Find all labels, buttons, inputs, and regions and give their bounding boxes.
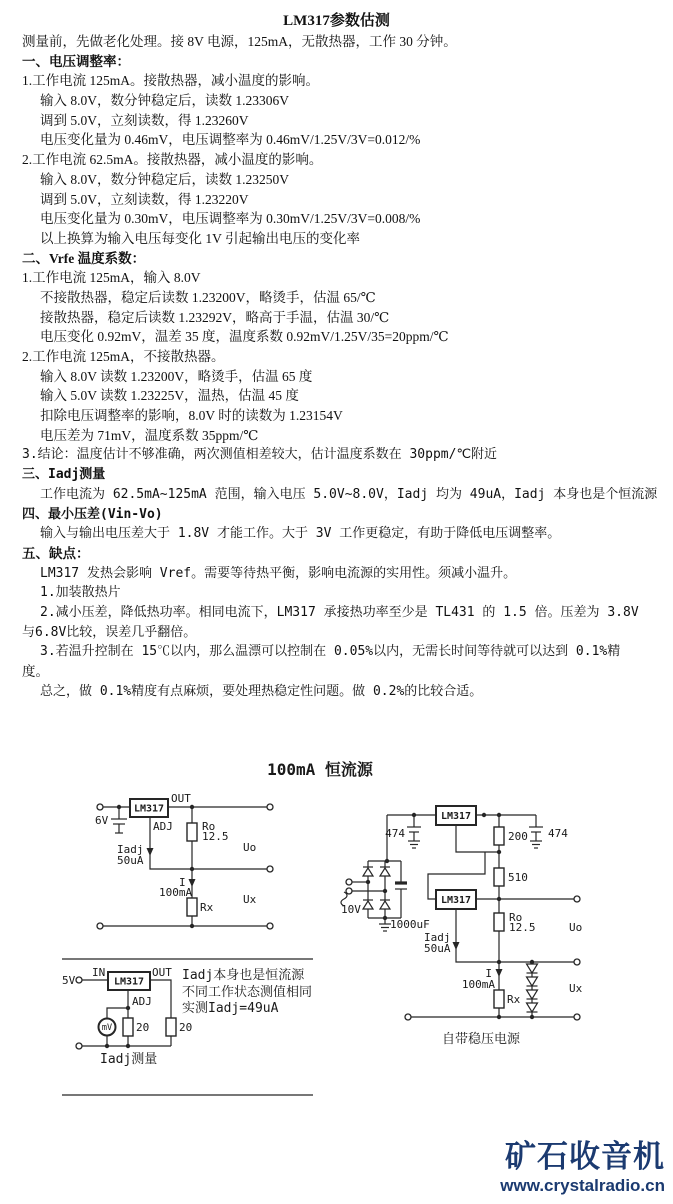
- doc-line: 电压变化 0.92mV，温差 35 度，温度系数 0.92mV/1.25V/35=20ppm/℃: [40, 329, 449, 345]
- current-value: 100mA: [159, 886, 193, 899]
- r510-value: 510: [508, 871, 528, 884]
- self-powered-circuit: [341, 806, 583, 1047]
- source-label: 5V: [62, 974, 76, 987]
- ro-value: 12.5: [202, 830, 229, 843]
- left-current-source-circuit: [95, 792, 273, 929]
- doc-line: 一、电压调整率：: [22, 53, 130, 69]
- doc-line: 三、Iadj测量: [22, 467, 106, 483]
- doc-line: 2.减小压差，降低热功率。相同电流下，LM317 承接热功率至少是 TL431 的 1.5 倍。压差为 3.8V: [40, 604, 639, 620]
- note-line: Iadj本身也是恒流源: [182, 968, 305, 983]
- watermark-url: www.crystalradio.cn: [500, 1176, 665, 1195]
- source-label: 6V: [95, 814, 109, 827]
- iadj-arrow-icon: [453, 942, 460, 950]
- circuit-diagram: [0, 745, 673, 1145]
- doc-line: 接散热器，稳定后读数 1.23292V，略高于手温，估温 30/℃: [40, 309, 390, 325]
- doc-line: LM317 发热会影响 Vref。需要等待热平衡，影响电流源的实用性。须减小温升。: [40, 565, 517, 581]
- doc-line: 二、Vrfe 温度系数：: [22, 250, 146, 266]
- doc-line: 总之，做 0.1%精度有点麻烦，要处理热稳定性问题。做 0.2%的比较合适。: [40, 683, 483, 699]
- resistor-ro: [187, 823, 197, 841]
- cap-out-value: 474: [548, 827, 568, 840]
- page-title: LM317参数估测: [283, 13, 390, 29]
- doc-line: 电压变化量为 0.30mV，电压调整率为 0.30mV/1.25V/3V=0.008/%: [40, 211, 421, 227]
- iadj-value: 50uA: [424, 942, 451, 955]
- rx-label: Rx: [200, 901, 214, 914]
- ac-value: 10V: [341, 903, 361, 916]
- pin-out-label: OUT: [171, 792, 191, 805]
- r2-value: 20: [179, 1021, 193, 1034]
- cap-in-value: 474: [385, 827, 405, 840]
- doc-line: 工作电流为 62.5mA~125mA 范围，输入电压 5.0V~8.0V，Iadj 均为 49uA，Iadj 本身也是个恒流源: [40, 486, 658, 502]
- doc-line: 电压差为 71mV，温度系数 35ppm/℃: [40, 427, 259, 443]
- doc-line: 与6.8V比较，误差几乎翻倍。: [22, 624, 197, 640]
- doc-line: 不接散热器，稳定后读数 1.23200V，略烫手，估温 65/℃: [40, 289, 376, 305]
- doc-line: 输入 5.0V 读数 1.23225V，温热，估温 45 度: [40, 388, 299, 404]
- doc-line: 以上换算为输入电压每变化 1V 引起输出电压的变化率: [40, 230, 361, 246]
- doc-line: 输入 8.0V，数分钟稳定后，读数 1.23250V: [40, 171, 289, 187]
- ux-label: Ux: [243, 893, 257, 906]
- doc-line: 度。: [22, 664, 49, 679]
- filter-cap-value: 1000uF: [390, 918, 430, 931]
- diagram-title: 100mA 恒流源: [267, 760, 373, 779]
- doc-line: 输入 8.0V，数分钟稳定后，读数 1.23306V: [40, 93, 289, 109]
- r1-value: 20: [136, 1021, 150, 1034]
- watermark-brand: 矿石收音机: [505, 1139, 665, 1174]
- uo-label: Uo: [243, 841, 257, 854]
- doc-line: 2.工作电流 62.5mA。接散热器，减小温度的影响。: [22, 152, 323, 168]
- chip-label: LM317: [133, 803, 165, 815]
- ro-label: Ro: [509, 911, 523, 924]
- iadj-measurement-circuit: [62, 966, 312, 1067]
- doc-line: 1.工作电流 125mA，输入 8.0V: [22, 270, 201, 286]
- ro-label: Ro: [202, 820, 216, 833]
- current-arrow-icon: [496, 969, 503, 977]
- watermark: [500, 1138, 665, 1196]
- note-line: 不同工作状态测值相同: [182, 985, 313, 1000]
- doc-line: 扣除电压调整率的影响，8.0V 时的读数为 1.23154V: [40, 408, 343, 424]
- doc-line: 调到 5.0V，立刻读数，得 1.23220V: [40, 191, 249, 207]
- doc-line: 1.加装散热片: [40, 585, 121, 601]
- current-value: 100mA: [461, 978, 495, 991]
- iadj-label: Iadj: [117, 843, 144, 856]
- pin-adj-label: ADJ: [153, 820, 173, 833]
- resistor-510: [494, 868, 504, 886]
- circuit-caption: Iadj测量: [100, 1052, 158, 1067]
- doc-line: 3.若温升控制在 15℃以内，那么温漂可以控制在 0.05%以内，无需长时间等待就可以达到 0.1%精: [40, 644, 621, 660]
- pin-out-label: OUT: [152, 966, 172, 979]
- doc-line: 四、最小压差(Vin-Vo): [22, 506, 163, 522]
- iadj-arrow-icon: [147, 848, 154, 856]
- rx-label: Rx: [507, 993, 521, 1006]
- resistor-20a: [123, 1018, 133, 1036]
- chip2-label: LM317: [440, 895, 472, 906]
- chip-label: LM317: [113, 976, 145, 988]
- doc-line: 1.工作电流 125mA。接散热器，减小温度的影响。: [22, 73, 319, 89]
- doc-line: 2.工作电流 125mA，不接散热器。: [22, 349, 225, 364]
- document-body: [0, 10, 673, 701]
- current-label: I: [179, 876, 186, 889]
- uo-label: Uo: [569, 921, 583, 934]
- ux-label: Ux: [569, 982, 583, 995]
- doc-line: 五、缺点：: [22, 545, 90, 561]
- document-lines: [0, 32, 673, 701]
- doc-line: 调到 5.0V，立刻读数，得 1.23260V: [40, 112, 249, 128]
- resistor-200: [494, 827, 504, 845]
- pin-in-label: IN: [92, 966, 106, 979]
- resistor-ro: [494, 913, 504, 931]
- meter-label: mV: [101, 1023, 113, 1033]
- doc-line: 3.结论：温度估计不够准确，两次测值相差较大，估计温度系数在 30ppm/℃附近: [22, 447, 498, 463]
- resistor-rx: [187, 898, 197, 916]
- ro-value: 12.5: [509, 921, 536, 934]
- resistor-rx: [494, 990, 504, 1008]
- pin-adj-label: ADJ: [132, 995, 152, 1008]
- resistor-20b: [166, 1018, 176, 1036]
- doc-line: 测量前，先做老化处理。接 8V 电源，125mA，无散热器，工作 30 分钟。: [22, 34, 457, 49]
- iadj-label: Iadj: [424, 931, 451, 944]
- note-line: 实测Iadj=49uA: [182, 1001, 279, 1016]
- iadj-value: 50uA: [117, 854, 144, 867]
- r200-value: 200: [508, 830, 528, 843]
- current-label: I: [485, 967, 492, 980]
- chip1-label: LM317: [440, 811, 472, 822]
- circuit-caption: 自带稳压电源: [442, 1032, 521, 1047]
- doc-line: 电压变化量为 0.46mV，电压调整率为 0.46mV/1.25V/3V=0.012/%: [40, 132, 421, 148]
- doc-line: 输入 8.0V 读数 1.23200V，略烫手，估温 65 度: [40, 368, 313, 384]
- bridge-rectifier: [363, 867, 390, 909]
- doc-line: 输入与输出电压差大于 1.8V 才能工作。大于 3V 工作更稳定，有助于降低电压调整率。: [40, 526, 561, 542]
